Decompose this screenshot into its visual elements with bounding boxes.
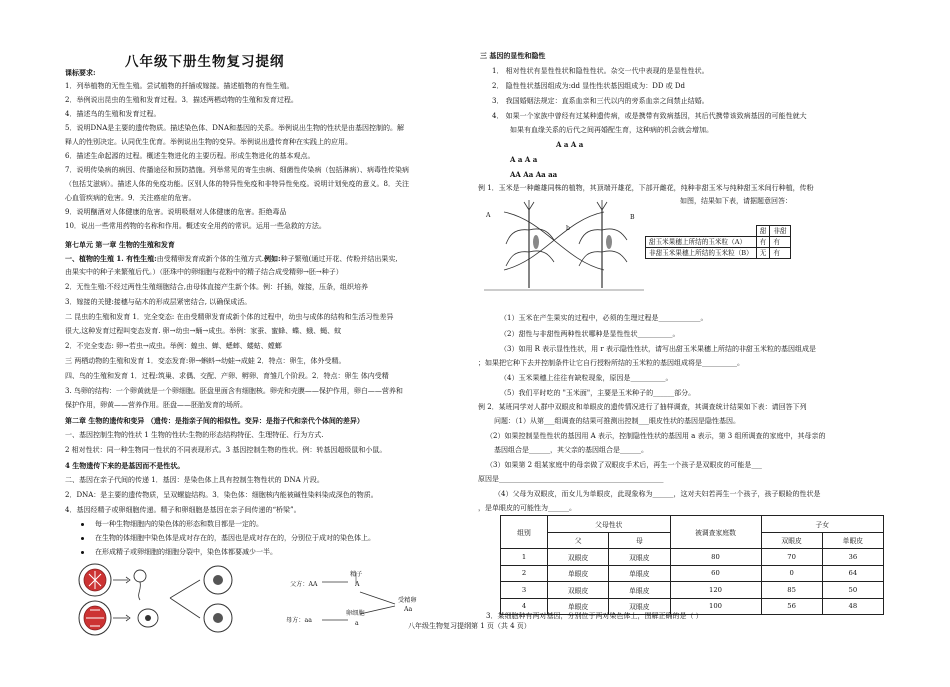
bullet-text: 在形成精子或卵细胞的细胞分裂中，染色体都要减少一半。	[95, 548, 277, 556]
genotype-line: A a A a	[510, 155, 538, 164]
question-line: 例 2．某班同学对人群中双眼皮和单眼皮的遗传情况进行了抽样调查，其调查统计结果如下表：请回答下列	[478, 403, 807, 411]
text-line: 由果实中的种子来繁殖后代。）（胚珠中的卵细胞与花粉中的精子结合成受精卵→胚→种子）	[65, 268, 343, 276]
plant-label-b: b	[566, 225, 570, 232]
genotype-line: A a A a	[556, 140, 584, 149]
question-line: （5）我们平时吃的 "玉米面"，主要是玉米种子的______部分。	[500, 389, 696, 397]
question-line: （1）玉米在产生果实的过程中，必须的生理过程是____________。	[500, 314, 708, 322]
eyelid-survey-table: 组别 父母性状 被调查家庭数 子女 父 母 双眼皮 单眼皮 1 双眼皮 双眼皮 80 70 36 2 单眼皮 单眼皮 60 0 64 3 双眼皮 单眼皮 120 85 50 4 单眼皮 双眼皮 100 56 48	[500, 515, 884, 615]
text-line: 2．不完全变态: 卵→若虫→成虫。举例：蝗虫、蝉、蟋蟀、蝼蛄、螳螂	[65, 342, 282, 350]
zygote-label: 受精卵	[398, 597, 417, 604]
question-line: （4）父母为双眼皮，而女儿为单眼皮，此现象称为______，这对夫妇若再生一个孩子，孩子眼睑的性状是	[494, 490, 821, 498]
text-line: 如果有血缘关系的后代之间再婚配生育，这种病的机会就会增加。	[510, 126, 713, 134]
bullet-text: 在生物的体细胞中染色体是成对存在的，基因也是成对存在的，分别位于成对的染色体上。	[95, 534, 375, 542]
text-line: 2． 隐性性状基因组成为:dd 显性性状基因组成为：DD 或 Dd	[492, 82, 685, 90]
corn-results-table: 甜 非甜 甜玉米果穗上所结的玉米粒（A） 有 有 非甜玉米果穗上所结的玉米粒（B） 无 有	[645, 225, 791, 259]
text-line: 4 生物遗传下来的是基因而不是性状。	[65, 461, 185, 470]
section-heading: 课标要求:	[65, 68, 96, 77]
question-line: （2）如果控制显性性状的基因用 A 表示，控制隐性性状的基因用 a 表示，第 3 组所调查的家庭中，其母亲的	[486, 432, 826, 440]
text-line: 保护作用，卵黄——营养作用。胚盘——胚胎发育的场所。	[65, 401, 247, 409]
text-line: 3．嫁接的关键:接穗与砧木的形成层紧密结合, 以确保成活。	[65, 298, 252, 306]
chapter-heading: 第二章 生物的遗传和变异 （遗传：是指亲子间的相似性。变异：是指子代和亲代个体间的差异）	[65, 416, 364, 425]
question-line: 3．某细胞种有两对基因，分别位于两对染色体上，图解正确的是（ ）	[486, 612, 703, 620]
text-line: 例 1．玉米是一种雌雄同株的植物，其顶端开雄花，下部开雌花，纯种非甜玉米与纯种甜玉米间行种植，传粉	[478, 184, 814, 192]
question-line: ，是单眼皮的可能性为______。	[478, 504, 576, 512]
table-row: 4 单眼皮 双眼皮 100 56 48	[501, 598, 884, 615]
cell-division-diagram	[70, 560, 260, 640]
text-line: 2．DNA：是主要的遗传物质，呈双螺旋结构。3．染色体：细胞核内能被碱性染料染成深色的物质。	[65, 491, 378, 499]
table-row: 2 单眼皮 单眼皮 60 0 64	[501, 565, 884, 582]
egg-gene: a	[355, 620, 359, 627]
text-line: 7．说明传染病的病因、传播途径和预防措施。列举常见的寄生虫病、细菌性传染病（包括淋病）、病毒性传染病	[65, 166, 409, 174]
text-line: 释人的性别决定。认同优生优育。举例说出生物的变异。举例说出遗传育种在实践上的应用。	[65, 138, 352, 146]
question-line: 问题：（1）从第___组调查的结果可推测出控制___眼皮性状的基因是隐性基因。	[494, 417, 740, 425]
question-line: （2）甜性与非甜性两种性状哪种是显性性状__________。	[500, 330, 680, 338]
text-line: 4． 如果一个家族中曾经有过某种遗传病，或是携带有致病基因，其后代携带该致病基因的可能性就大	[492, 112, 807, 120]
text-line: 一、基因控制生物的性状 1 生物的性状:生物的形态结构特征、生理特征、行为方式.	[65, 431, 324, 439]
text-line: 很大,这种发育过程叫变态发育. 卵→幼虫→蛹→成虫。举例：家蚕、蜜蜂、蝶、蛾、蝇、蚊	[65, 327, 342, 335]
text-line: 4．描述鸟的生殖和发育过程。	[65, 110, 161, 118]
text-line: 二、基因在亲子代间的传递 1．基因：是染色体上具有控制生物性状的 DNA 片段。	[65, 476, 324, 484]
page-footer: 八年级生物复习提纲第 1 页（共 4 页）	[408, 622, 531, 630]
text-line: 1．列举植物的无性生殖。尝试植物的扦插或嫁接。描述植物的有性生殖。	[65, 82, 294, 90]
question-line: 基因组合是______，其父亲的基因组合是______。	[494, 446, 648, 454]
plant-label-B: B	[630, 214, 635, 221]
bullet	[81, 523, 84, 526]
text-line: 2 相对性状：同一种生物同一性状的不同表现形式。3 基因控制生物的性状。例：转基因超级鼠和小鼠。	[65, 446, 387, 454]
text-line: 二 昆虫的生殖和发育 1．完全变态: 在由受精卵发育成新个体的过程中，幼虫与成体的结构和生活习性差异	[65, 313, 394, 321]
question-line: 原因是_______________________________________________	[478, 475, 664, 483]
unit-heading: 第七单元 第一章 生物的生殖和发育	[65, 240, 175, 249]
plant-label-a: A	[486, 212, 491, 219]
text-line: 2．举例说出昆虫的生殖和发育过程。3．描述两栖动物的生殖和发育过程。	[65, 96, 298, 104]
bullet	[81, 551, 84, 554]
text-line: 三 两栖动物的生殖和发育 1．变态发育:卵→蝌蚪→幼蛙→成蛙 2．特点：卵生，体外受精。	[65, 357, 346, 365]
question-line: （4）玉米果穗上往往有缺粒现象，原因是__________。	[500, 374, 673, 382]
sperm-label: 精子	[350, 571, 363, 578]
text-line: 9．说明酗酒对人体健康的危害。说明吸烟对人体健康的危害。拒绝毒品	[65, 208, 287, 216]
text-line: 心血管疾病的危害。9．关注癌症的危害。	[65, 194, 196, 202]
text-line: 5．说明DNA是主要的遗传物质。描述染色体、DNA和基因的关系。举例说出生物的性状是由基因控制的。解	[65, 124, 405, 132]
genotype-line: AA Aa Aa aa	[510, 170, 558, 179]
table-row: 1 双眼皮 双眼皮 80 70 36	[501, 549, 884, 566]
text-line: 如图，结果如下表，请据题意回答：	[680, 197, 792, 205]
text-line: 6．描述生命起源的过程。概述生物进化的主要历程。形成生物进化的基本观点。	[65, 152, 315, 160]
egg-label: 卵细胞	[346, 610, 365, 617]
sperm-gene: A	[355, 581, 360, 588]
gene-transmission-diagram	[290, 570, 440, 630]
text-line: 1． 相对性状有显性性状和隐性性状。杂交一代中表现的是显性性状。	[492, 67, 709, 75]
table-row: 3 双眼皮 单眼皮 120 85 50	[501, 582, 884, 599]
text-line: 4．基因经精子或卵细胞传递。精子和卵细胞是基因在亲子间传递的“桥梁”。	[65, 506, 301, 514]
question-line: ；如果把它种下去并控制条件让它自行授粉所结的玉米粒的基因组成将是__________。	[478, 359, 744, 367]
father-genotype: 父方：AA	[290, 581, 318, 588]
corn-plants-figure	[484, 200, 644, 300]
question-line: （3）如果第 2 组某家庭中的母亲做了双眼皮手术后，再生一个孩子是双眼皮的可能是___	[486, 461, 762, 469]
question-line: （3）如用 R 表示显性性状，用 r 表示隐性性状，请写出甜玉米果穗上所结的非甜玉米粒的基因组成是	[500, 345, 816, 353]
page-title: 八年级下册生物复习提纲	[125, 54, 285, 70]
text-line: 3． 我国婚姻法规定：直系血亲和三代以内的旁系血亲之间禁止结婚。	[492, 97, 709, 105]
text-line: 四、鸟的生殖和发育 1．过程:筑巢、求偶、交配、产卵、孵卵、育雏几个阶段。2．特点：卵生 体内受精	[65, 372, 389, 380]
text-line: 10．说出一些常用药物的名称和作用。概述安全用药的常识。运用一些急救的方法。	[65, 222, 326, 230]
text-line: 2．无性生殖:不经过两性生殖细胞结合,由母体直接产生新个体。例：扦插，嫁接，压条，组织培养	[65, 283, 369, 291]
text-line: 一、植物的生殖 1. 有性生殖:由受精卵发育成新个体的生殖方式.例如:种子繁殖(通过开花、传粉并结出果实,	[65, 254, 398, 263]
section-heading: 三 基因的显性和隐性	[480, 51, 546, 60]
text-line: 3. 鸟卵的结构：一个卵黄就是一个卵细胞。胚盘里面含有细胞核。卵壳和壳膜——保护作用，卵白——营养和	[65, 387, 403, 395]
text-line: （包括艾滋病）。描述人体的免疫功能。区别人体的特异性免疫和非特异性免疫。说明计划免疫的意义。8．关注	[65, 180, 409, 188]
bullet-text: 每一种生物细胞内的染色体的形态和数目都是一定的。	[95, 520, 263, 528]
mother-genotype: 母方：aa	[286, 617, 312, 624]
zygote-gene: Aa	[404, 606, 413, 613]
bullet	[81, 537, 84, 540]
